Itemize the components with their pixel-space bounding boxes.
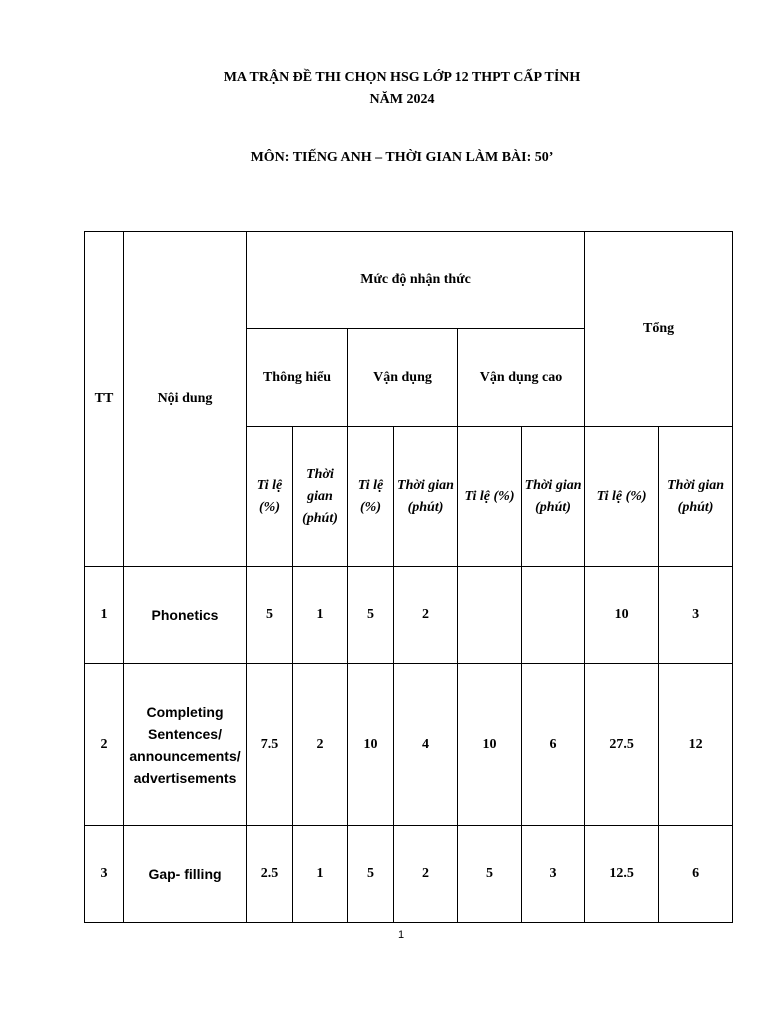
header-total: Tổng — [585, 232, 733, 427]
table-row — [85, 826, 733, 923]
document-title: MA TRẬN ĐỀ THI CHỌN HSG LỚP 12 THPT CẤP TỈNH — [223, 70, 581, 85]
row-th-rate: 7.5 — [247, 664, 293, 826]
row-content: Gap- filling — [124, 826, 247, 923]
header-applying: Vận dụng — [348, 329, 458, 427]
row-tt: 1 — [85, 567, 124, 664]
row-total-time: 3 — [659, 567, 733, 664]
row-th-time: 2 — [293, 664, 348, 826]
exam-matrix-table — [84, 231, 733, 923]
row-tt: 2 — [85, 664, 124, 826]
row-total-time: 6 — [659, 826, 733, 923]
subheader-total-rate: Ti lệ (%) — [585, 427, 659, 567]
row-vdc-time: 3 — [522, 826, 585, 923]
subheader-vd-rate: Ti lệ (%) — [348, 427, 394, 567]
row-th-rate: 5 — [247, 567, 293, 664]
subheader-th-time: Thời gian (phút) — [293, 427, 348, 567]
row-content: Completing Sentences/ announcements/ advertisements — [124, 664, 247, 826]
row-th-rate: 2.5 — [247, 826, 293, 923]
subheader-vd-time: Thời gian (phút) — [394, 427, 458, 567]
row-th-time: 1 — [293, 826, 348, 923]
row-vd-time: 2 — [394, 567, 458, 664]
page-number: 1 — [397, 929, 405, 941]
header-understanding: Thông hiểu — [247, 329, 348, 427]
header-level: Mức độ nhận thức — [247, 232, 585, 329]
subject-line: MÔN: TIẾNG ANH – THỜI GIAN LÀM BÀI: 50’ — [250, 150, 554, 165]
subheader-vdc-rate: Ti lệ (%) — [458, 427, 522, 567]
document-year: NĂM 2024 — [369, 92, 435, 107]
row-vdc-rate — [458, 567, 522, 664]
header-content: Nội dung — [124, 232, 247, 567]
row-th-time: 1 — [293, 567, 348, 664]
row-vdc-time: 6 — [522, 664, 585, 826]
row-vd-time: 4 — [394, 664, 458, 826]
row-vd-time: 2 — [394, 826, 458, 923]
row-vdc-rate: 5 — [458, 826, 522, 923]
row-total-time: 12 — [659, 664, 733, 826]
header-tt: TT — [85, 232, 124, 567]
table-row — [85, 664, 733, 826]
row-vd-rate: 10 — [348, 664, 394, 826]
row-vd-rate: 5 — [348, 567, 394, 664]
row-vdc-rate: 10 — [458, 664, 522, 826]
header-applying-high: Vận dụng cao — [458, 329, 585, 427]
row-vd-rate: 5 — [348, 826, 394, 923]
row-total-rate: 10 — [585, 567, 659, 664]
subheader-vdc-time: Thời gian (phút) — [522, 427, 585, 567]
row-tt: 3 — [85, 826, 124, 923]
row-total-rate: 27.5 — [585, 664, 659, 826]
row-content: Phonetics — [124, 567, 247, 664]
row-total-rate: 12.5 — [585, 826, 659, 923]
table-row — [85, 567, 733, 664]
row-vdc-time — [522, 567, 585, 664]
subheader-total-time: Thời gian (phút) — [659, 427, 733, 567]
subheader-th-rate: Ti lệ (%) — [247, 427, 293, 567]
